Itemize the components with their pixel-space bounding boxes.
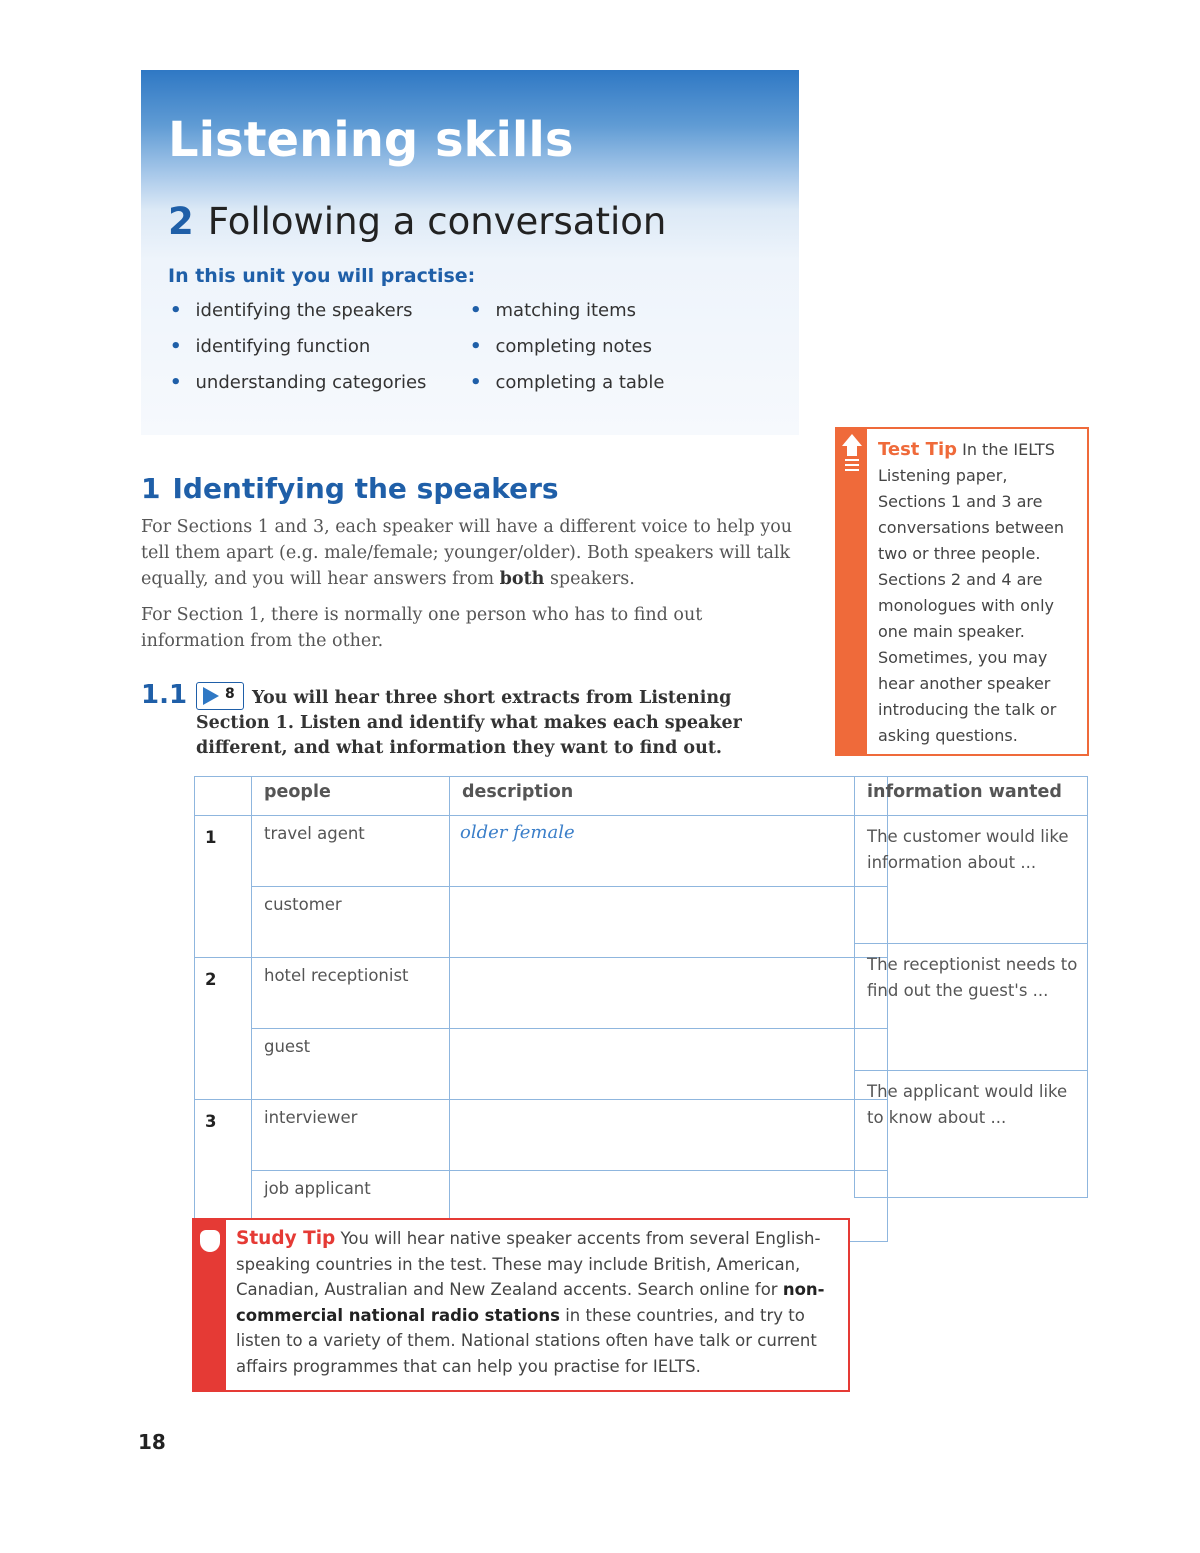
- list-item: • identifying the speakers: [170, 300, 413, 321]
- speakers-table: [194, 776, 888, 1242]
- col-header-info: information wanted: [855, 777, 1088, 816]
- bullet-icon: •: [170, 372, 182, 393]
- table-row: job applicant: [195, 1171, 888, 1242]
- page-number: 18: [138, 1430, 166, 1454]
- track-number: 8: [225, 686, 235, 702]
- table-row: 2 hotel receptionist: [195, 958, 888, 1029]
- section-1-heading: 1 Identifying the speakers: [141, 472, 559, 505]
- practise-label: In this unit you will practise:: [168, 265, 476, 287]
- play-icon: [203, 687, 219, 705]
- exercise-number: 1.1: [141, 680, 188, 710]
- bullet-icon: •: [470, 300, 482, 321]
- test-tip-bar: [837, 429, 867, 754]
- table-row: 3 interviewer: [195, 1100, 888, 1171]
- bullet-icon: •: [170, 336, 182, 357]
- audio-track-button[interactable]: [196, 682, 244, 710]
- col-header-description: description: [450, 777, 888, 816]
- thumbs-up-icon: [200, 1230, 220, 1252]
- handwritten-answer: older female: [460, 822, 575, 843]
- bullet-icon: •: [170, 300, 182, 321]
- table-header-row: [195, 777, 888, 816]
- list-item: • completing a table: [470, 372, 665, 393]
- table-row: The applicant would like to know about ...: [855, 1071, 1088, 1198]
- up-arrow-icon: [842, 434, 862, 446]
- list-item: • understanding categories: [170, 372, 427, 393]
- table-row: customer: [195, 887, 888, 958]
- bullet-icon: •: [470, 336, 482, 357]
- practise-list-right: [470, 300, 664, 408]
- section-heading-listening-skills: Listening skills: [168, 112, 574, 168]
- section-1-paragraph-1: For Sections 1 and 3, each speaker will have a different voice to help you tell them apart (e.g. male/female; younger/older). Both speakers will talk equally, and you will hear answers from both speakers.: [141, 517, 793, 589]
- table-row: The customer would like information about ...: [855, 816, 1088, 944]
- col-header-people: people: [252, 777, 450, 816]
- unit-number: 2: [168, 200, 194, 243]
- list-item: • matching items: [470, 300, 637, 321]
- bullet-icon: •: [470, 372, 482, 393]
- unit-title-text: Following a conversation: [207, 200, 667, 243]
- test-tip-text: Test Tip In the IELTS Listening paper, Sections 1 and 3 are conversations between two or three people. Sections 2 and 4 are monologues with only one main speaker. Sometimes, you may hear another speaker introducing the talk or asking questions.: [878, 439, 1065, 745]
- information-wanted-table: [854, 776, 1088, 1198]
- study-tip-box: [192, 1218, 850, 1392]
- section-1-paragraph-2: For Section 1, there is normally one person who has to find out information from the other.: [141, 605, 703, 651]
- table-row: The receptionist needs to find out the guest's ...: [855, 944, 1088, 1071]
- exercise-instruction: You will hear three short extracts from Listening Section 1. Listen and identify what makes each speaker different, and what information they want to find out.: [196, 688, 742, 758]
- unit-title: [168, 200, 666, 243]
- list-item: • identifying function: [170, 336, 371, 357]
- test-tip-box: [835, 427, 1089, 756]
- table-row: guest: [195, 1029, 888, 1100]
- table-row: 1 travel agent older female: [195, 816, 888, 887]
- list-item: • completing notes: [470, 336, 653, 357]
- practise-list-left: [170, 300, 426, 408]
- study-tip-text: Study Tip You will hear native speaker accents from several English-speaking countries in the test. These may include British, American, Canadian, Australian and New Zealand accents. Search online for non-commercial national radio stations in these countries, and try to listen to a variety of them. National stations often have talk or current affairs programmes that can help you practise for IELTS.: [236, 1228, 825, 1376]
- study-tip-bar: [194, 1220, 226, 1390]
